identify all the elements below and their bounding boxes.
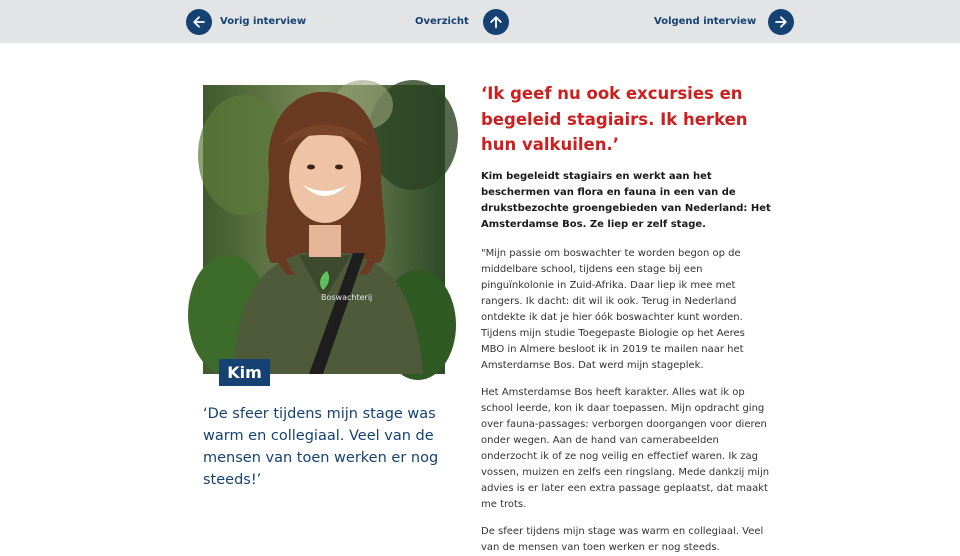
jacket-logo-text: Boswachterij — [321, 293, 373, 302]
top-navigation-bar — [0, 0, 960, 43]
overview-label[interactable]: Overzicht — [415, 16, 469, 27]
article-intro: Kim begeleidt stagiairs en werkt aan het beschermen van flora en fauna in een van de drukstbezochte groengebieden van Nederland: Het Amsterdamse Bos. Ze liep er zelf stage. — [481, 171, 771, 230]
pull-quote: ‘De sfeer tijdens mijn stage was warm en collegiaal. Veel van de mensen van toen werken er nog steeds!’ — [203, 406, 439, 488]
next-interview-link[interactable] — [654, 0, 794, 43]
previous-interview-label[interactable]: Vorig interview — [220, 16, 307, 27]
article-paragraph: De sfeer tijdens mijn stage was warm en collegiaal. Veel van de mensen van toen werken er nog steeds. — [481, 526, 764, 553]
arrow-right-icon[interactable] — [768, 9, 794, 35]
article-headline: ‘Ik geef nu ook excursies en begeleid stagiairs. Ik herken hun valkuilen.’ — [481, 84, 748, 154]
article-paragraph: "Mijn passie om boswachter te worden begon op de middelbare school, tijdens een stage bij een pinguïnkolonie in Zuid-Afrika. Daar liep ik mee met rangers. Ik dacht: dit wil ik ook. Terug in Nederland ontdekte ik dat je hier óók boswachter kunt worden. Tijdens mijn studie Toegepaste Biologie op het Aeres MBO in Almere besloot ik in 2019 te mailen naar het Amsterdamse Bos. Dat werd mijn stageplek. — [481, 248, 745, 371]
profile-photo — [203, 85, 445, 374]
next-interview-label[interactable]: Volgend interview — [654, 16, 757, 27]
arrow-up-icon[interactable] — [483, 9, 509, 35]
arrow-left-icon[interactable] — [186, 9, 212, 35]
previous-interview-link[interactable] — [186, 0, 306, 43]
overview-link[interactable] — [415, 0, 509, 43]
person-name-tag: Kim — [219, 359, 270, 386]
article-paragraph: Het Amsterdamse Bos heeft karakter. Alles wat ik op school leerde, kon ik daar toepassen. Mijn opdracht ging over fauna-passages: verborgen doorgangen voor dieren onder wegen. Aan de hand van camerabeelden onderzocht ik of ze nog veilig en effectief waren. Ik zag vossen, muizen en zelfs een ringslang. Mede dankzij mijn advies is er later een extra passage geplaatst, dat maakt me trots. — [481, 387, 770, 510]
